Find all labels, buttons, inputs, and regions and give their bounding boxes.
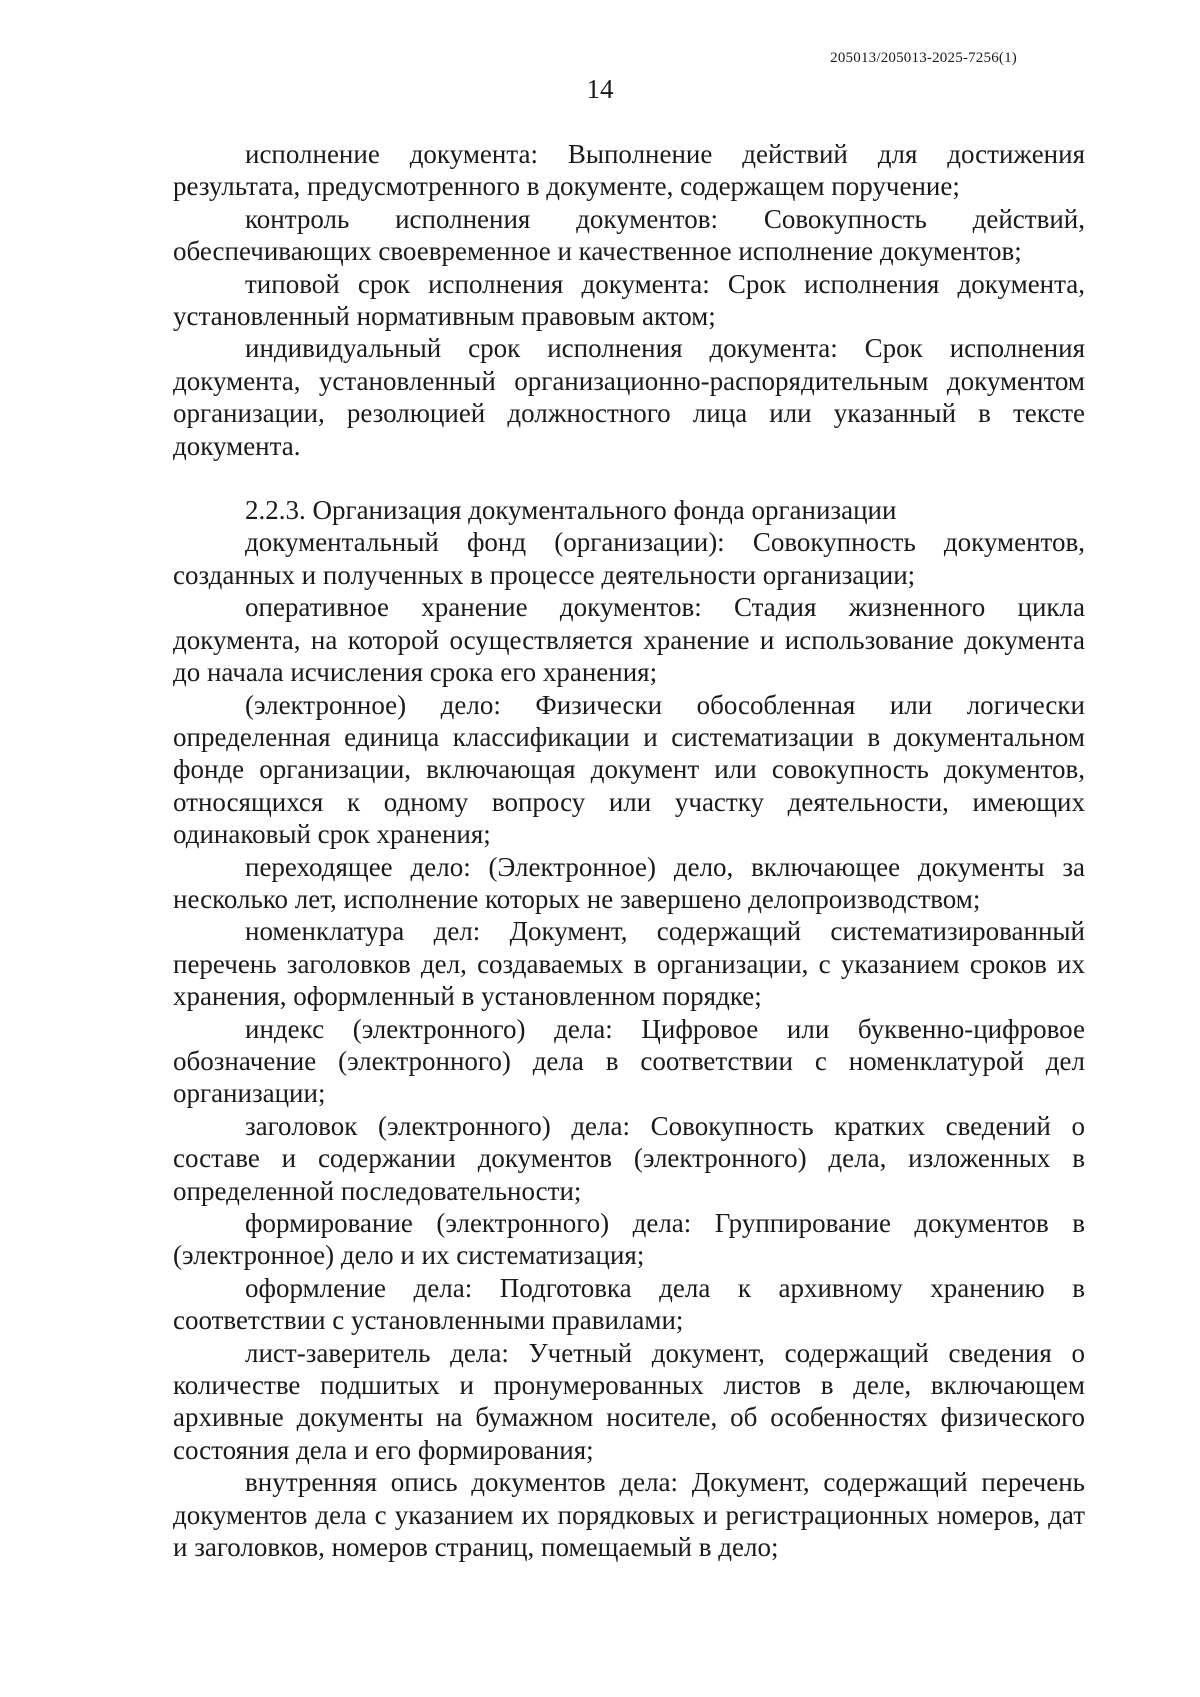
document-registration-number: 205013/205013-2025-7256(1) — [830, 50, 1017, 66]
term-definition-paragraph: индивидуальный срок исполнения документа: Срок исполнения документа, установленный организационно-распорядительным документом организации, резолюцией должностного лица или указанный в тексте документа. — [173, 333, 1085, 461]
term-definition-paragraph: переходящее дело: (Электронное) дело, включающее документы за несколько лет, исполнение которых не завершено делопроизводством; — [173, 851, 1085, 914]
page-number: 14 — [586, 74, 614, 104]
term-definition-paragraph: лист-заверитель дела: Учетный документ, содержащий сведения о количестве подшитых и пронумерованных листов в деле, включающем архивные документы на бумажном носителе, об особенностях физического состояния дела и его формирования; — [173, 1337, 1085, 1465]
term-definition-paragraph: оперативное хранение документов: Стадия жизненного цикла документа, на которой осуществляется хранение и использование документа до начала исчисления срока его хранения; — [173, 592, 1085, 688]
term-definition-paragraph: заголовок (электронного) дела: Совокупность кратких сведений о составе и содержании документов (электронного) дела, изложенных в определенной последовательности; — [173, 1110, 1085, 1206]
document-body — [173, 138, 1085, 1563]
term-definition-paragraph: документальный фонд (организации): Совокупность документов, созданных и полученных в процессе деятельности организации; — [173, 527, 1085, 590]
section-heading: 2.2.3. Организация документального фонда организации — [245, 495, 897, 526]
term-definition-paragraph: внутренняя опись документов дела: Документ, содержащий перечень документов дела с указанием их порядковых и регистрационных номеров, дат и заголовков, номеров страниц, помещаемый в дело; — [173, 1467, 1085, 1563]
term-definition-paragraph: (электронное) дело: Физически обособленная или логически определенная единица классификации и систематизации в документальном фонде организации, включающая документ или совокупность документов, относящихся к одному вопросу или участку деятельности, имеющих одинаковый срок хранения; — [173, 689, 1085, 850]
term-definition-paragraph: исполнение документа: Выполнение действий для достижения результата, предусмотренного в документе, содержащем поручение; — [173, 139, 1085, 202]
term-definition-paragraph: типовой срок исполнения документа: Срок исполнения документа, установленный нормативным правовым актом; — [173, 268, 1085, 332]
term-definition-paragraph: формирование (электронного) дела: Группирование документов в (электронное) дело и их систематизация; — [173, 1208, 1085, 1271]
term-definition-paragraph: индекс (электронного) дела: Цифровое или буквенно-цифровое обозначение (электронного) дела в соответствии с номенклатурой дел организации; — [173, 1013, 1085, 1109]
term-definition-paragraph: номенклатура дел: Документ, содержащий систематизированный перечень заголовков дел, создаваемых в организации, с указанием сроков их хранения, оформленный в установленном порядке; — [173, 916, 1085, 1012]
term-definition-paragraph: оформление дела: Подготовка дела к архивному хранению в соответствии с установленными правилами; — [173, 1272, 1085, 1336]
term-definition-paragraph: контроль исполнения документов: Совокупность действий, обеспечивающих своевременное и качественное исполнение документов; — [173, 203, 1085, 267]
